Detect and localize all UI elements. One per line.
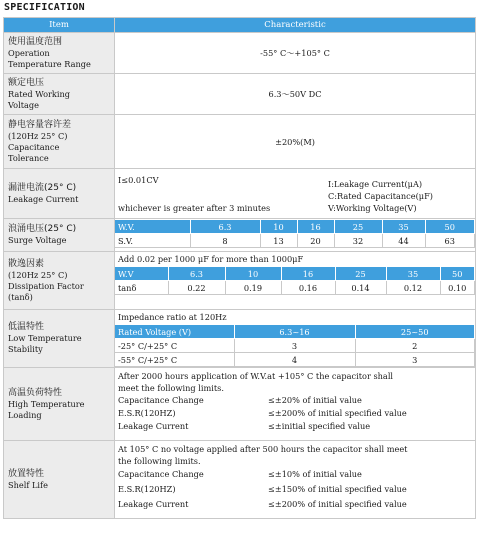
cap-tol-value: ±20%(M) (115, 115, 476, 169)
surge-head-1: 6.3 (190, 220, 260, 234)
shelf-item-1-value: ≤±10% of initial value (268, 469, 362, 479)
low-temp-en1: Low Temperature (8, 333, 82, 343)
load-item-2-key: E.S.R(120HZ) (118, 408, 176, 418)
table-header (4, 18, 476, 33)
header-item: Item (4, 18, 115, 33)
surge-val-5: 44 (382, 234, 425, 248)
low-temp-row-2 (115, 353, 475, 367)
dissipation-head-5: 35 (386, 267, 440, 281)
op-temp-en2: Temperature Range (8, 58, 91, 69)
leakage-note: whichever is greater after 3 minutes (118, 202, 271, 213)
list-item (115, 482, 475, 497)
surge-en: Surge Voltage (8, 235, 67, 245)
dissipation-en2: (tanδ) (8, 291, 33, 302)
leakage-formula: I≤0.01CV (118, 174, 159, 185)
dissipation-table (115, 266, 475, 295)
dissipation-head-3: 16 (281, 267, 335, 281)
cap-tol-cn2: (120Hz 25° C) (8, 130, 68, 141)
list-item (115, 497, 475, 512)
shelf-item-2-value: ≤±150% of initial specified value (268, 484, 407, 494)
low-temp-r1-2: 2 (355, 339, 475, 353)
surge-val-1: 8 (190, 234, 260, 248)
load-label (4, 368, 115, 441)
dissipation-head-row (115, 267, 475, 281)
table-row (4, 252, 476, 310)
surge-head-4: 25 (334, 220, 382, 234)
load-en1: High Temperature (8, 398, 85, 409)
leakage-legend-i: I:Leakage Current(μA) (328, 178, 423, 189)
load-item-2-value: ≤±200% of initial specified value (268, 408, 407, 418)
surge-head-6: 50 (425, 220, 475, 234)
surge-head-5: 35 (382, 220, 425, 234)
table-row (4, 368, 476, 441)
low-temp-cell (115, 310, 476, 368)
load-note-1: After 2000 hours application of W.V.at +105° C the capacitor shall (118, 371, 394, 381)
table-row (4, 441, 476, 519)
rated-voltage-cn: 额定电压 (8, 77, 45, 88)
dissipation-val-3: 0.16 (281, 281, 335, 295)
header-characteristic: Characteristic (115, 18, 476, 33)
dissipation-val-5: 0.12 (386, 281, 440, 295)
low-temp-r1-0: -25° C/+25° C (115, 339, 234, 353)
op-temp-cn: 使用温度范围 (8, 36, 63, 47)
surge-val-4: 32 (334, 234, 382, 248)
low-temp-head-0: Rated Voltage (V) (115, 325, 234, 339)
list-item (115, 420, 475, 433)
dissipation-head-6: 50 (440, 267, 475, 281)
low-temp-row-1 (115, 339, 475, 353)
cap-tol-cn: 静电容量容许差 (8, 119, 72, 130)
spec-sheet (3, 17, 475, 519)
shelf-cn: 放置特性 (8, 468, 45, 479)
low-temp-head-row (115, 325, 475, 339)
dissipation-val-6: 0.10 (440, 281, 475, 295)
load-cell (115, 368, 476, 441)
surge-head-3: 16 (297, 220, 334, 234)
surge-head-row (115, 220, 475, 234)
low-temp-en2: Stability (8, 344, 43, 354)
rated-voltage-label (4, 74, 115, 115)
table-row (4, 74, 476, 115)
dissipation-cn: 散逸因素 (8, 258, 45, 269)
op-temp-label (4, 33, 115, 74)
op-temp-value: -55° C～+105° C (115, 33, 476, 74)
table-row (4, 310, 476, 368)
low-temp-table (115, 324, 475, 367)
surge-cn: 浪涌电压(25° C) (8, 224, 77, 234)
cap-tol-en2: Tolerance (8, 152, 49, 163)
cap-tol-en1: Capacitance (8, 141, 60, 152)
load-note-2: meet the following limits. (118, 383, 224, 393)
low-temp-r2-0: -55° C/+25° C (115, 353, 234, 367)
dissipation-en1: Dissipation Factor (8, 280, 84, 291)
low-temp-note: Impedance ratio at 120Hz (118, 312, 227, 322)
dissipation-label (4, 252, 115, 310)
surge-head-2: 10 (260, 220, 297, 234)
dissipation-note: Add 0.02 per 1000 μF for more than 1000μF (118, 254, 304, 264)
leakage-cell (115, 169, 476, 219)
dissipation-val-0: tanδ (115, 281, 168, 295)
rated-voltage-value: 6.3～50V DC (115, 74, 476, 115)
surge-value-row (115, 234, 475, 248)
shelf-note-1: At 105° C no voltage applied after 500 hours the capacitor shall meet (118, 444, 408, 454)
shelf-item-2-key: E.S.R(120HZ) (118, 484, 176, 494)
dissipation-val-4: 0.14 (335, 281, 386, 295)
table-row (4, 33, 476, 74)
low-temp-cn: 低温特性 (8, 322, 45, 332)
table-row (4, 115, 476, 169)
shelf-cell (115, 441, 476, 519)
surge-val-2: 13 (260, 234, 297, 248)
load-item-3-key: Leakage Current (118, 421, 189, 431)
dissipation-head-4: 25 (335, 267, 386, 281)
low-temp-r2-2: 3 (355, 353, 475, 367)
dissipation-val-1: 0.22 (168, 281, 225, 295)
surge-table (115, 219, 475, 248)
leakage-en: Leakage Current (8, 193, 79, 204)
leakage-legend-c: C:Rated Capacitance(μF) (328, 190, 433, 201)
list-item (115, 407, 475, 420)
load-en2: Loading (8, 409, 42, 420)
shelf-en: Shelf Life (8, 479, 48, 490)
shelf-label (4, 441, 115, 519)
leakage-label (4, 169, 115, 219)
rated-voltage-en1: Rated Working (8, 88, 71, 99)
surge-head-0: W.V. (115, 220, 190, 234)
dissipation-head-2: 10 (225, 267, 281, 281)
load-cn: 高温负荷特性 (8, 387, 63, 398)
low-temp-label (4, 310, 115, 368)
table-row (4, 219, 476, 252)
shelf-item-3-key: Leakage Current (118, 499, 189, 509)
dissipation-val-2: 0.19 (225, 281, 281, 295)
dissipation-cell (115, 252, 476, 310)
dissipation-head-1: 6.3 (168, 267, 225, 281)
spec-table (3, 17, 476, 519)
op-temp-en1: Operation (8, 47, 50, 58)
table-row (4, 169, 476, 219)
dissipation-cn2: (120Hz 25° C) (8, 269, 68, 280)
list-item (115, 467, 475, 482)
low-temp-r2-1: 4 (234, 353, 355, 367)
load-item-3-value: ≤±initial specified value (268, 421, 371, 431)
surge-cell (115, 219, 476, 252)
surge-val-0: S.V. (115, 234, 190, 248)
leakage-cn: 漏泄电流(25° C) (8, 182, 77, 193)
low-temp-r1-1: 3 (234, 339, 355, 353)
load-item-1-value: ≤±20% of initial value (268, 395, 362, 405)
low-temp-head-2: 25~50 (355, 325, 475, 339)
shelf-note-2: the following limits. (118, 456, 201, 466)
surge-label (4, 219, 115, 252)
rated-voltage-en2: Voltage (8, 99, 39, 110)
leakage-legend-v: V:Working Voltage(V) (328, 202, 417, 213)
page-title: SPECIFICATION (4, 2, 85, 13)
list-item (115, 394, 475, 407)
low-temp-head-1: 6.3~16 (234, 325, 355, 339)
shelf-item-1-key: Capacitance Change (118, 469, 204, 479)
surge-val-6: 63 (425, 234, 475, 248)
load-item-1-key: Capacitance Change (118, 395, 204, 405)
cap-tol-label (4, 115, 115, 169)
shelf-item-3-value: ≤±200% of initial specified value (268, 499, 407, 509)
surge-val-3: 20 (297, 234, 334, 248)
dissipation-head-0: W.V (115, 267, 168, 281)
dissipation-value-row (115, 281, 475, 295)
